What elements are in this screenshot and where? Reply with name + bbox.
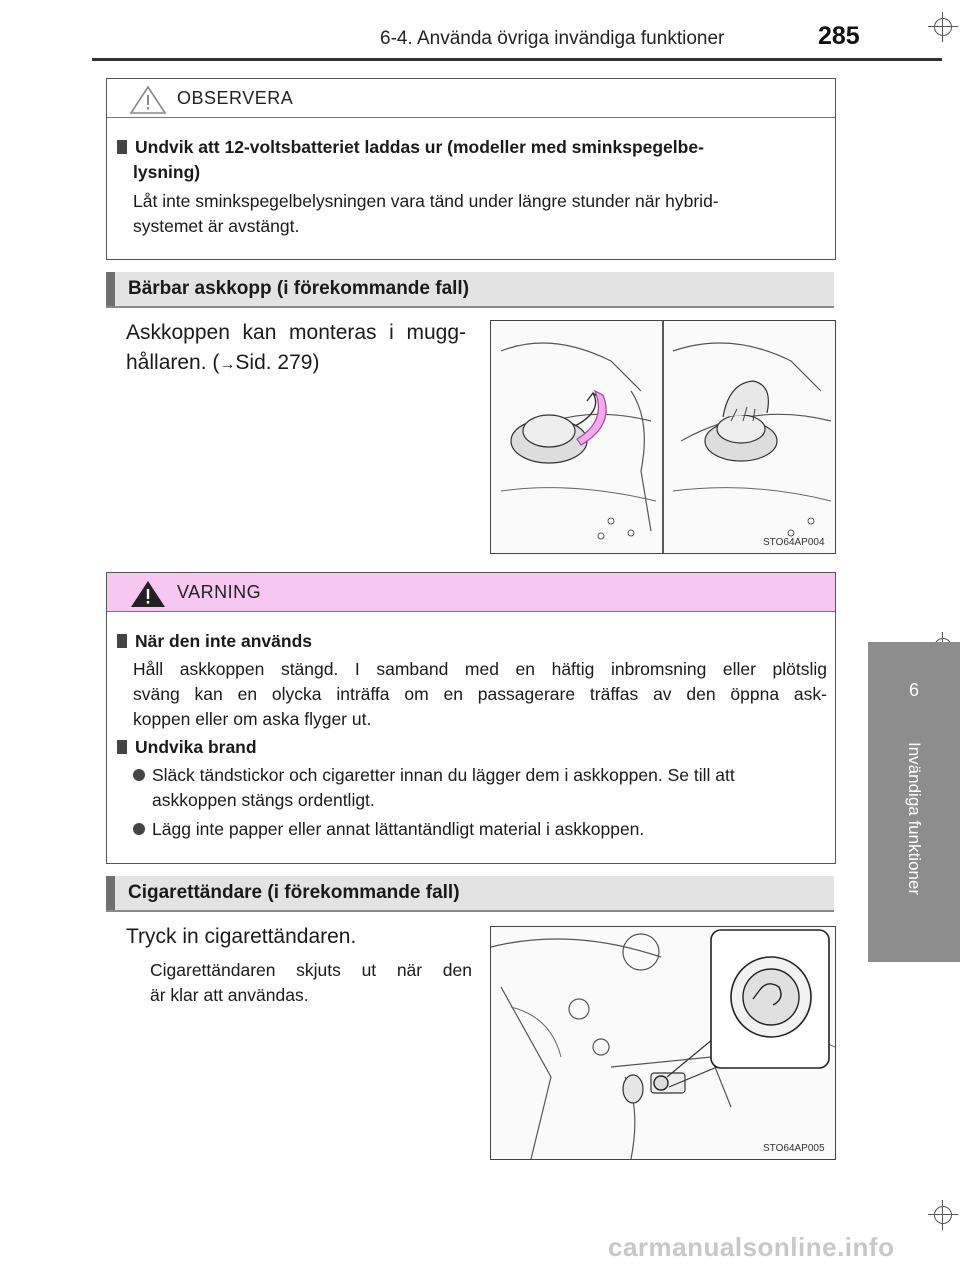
notice-item-title-cont: lysning) xyxy=(133,162,201,182)
warning-item1-line3: koppen eller om aska flyger ut. xyxy=(133,709,372,729)
square-bullet-icon xyxy=(117,140,127,154)
warning-label: VARNING xyxy=(177,582,262,602)
figure-code: STO64AP005 xyxy=(763,1143,825,1154)
section-heading-lighter: Cigarettändare (i förekommande fall) xyxy=(106,876,834,912)
ashtray-text-line2: hållaren. (→Sid. 279) xyxy=(126,351,320,374)
notice-item-text-cont: systemet är avstängt. xyxy=(133,216,300,236)
chapter-number: 6 xyxy=(908,680,919,700)
notice-box xyxy=(106,78,836,260)
notice-label: OBSERVERA xyxy=(177,88,294,108)
page-number: 285 xyxy=(818,22,860,50)
page-ref-arrow-icon: → xyxy=(219,356,236,373)
chapter-title: Invändiga funktioner xyxy=(905,742,924,896)
round-bullet-icon xyxy=(133,823,145,835)
square-bullet-icon xyxy=(117,634,127,648)
registration-mark-icon xyxy=(928,12,958,42)
header-rule xyxy=(92,58,942,61)
registration-mark-icon xyxy=(928,1200,958,1230)
lighter-note-line1: Cigarettändaren skjuts ut när den xyxy=(150,960,472,980)
warning-item1-line1: Håll askkoppen stängd. I samband med en häftig inbromsning eller plötslig xyxy=(133,659,827,679)
warning-box xyxy=(106,572,836,864)
caution-triangle-icon xyxy=(129,85,167,115)
notice-header xyxy=(107,79,835,118)
warning-item1-title: När den inte används xyxy=(117,629,312,654)
section-heading-ashtray: Bärbar askkopp (i förekommande fall) xyxy=(106,272,834,308)
warning-bullet2: Lägg inte papper eller annat lättantändligt material i askkoppen. xyxy=(133,817,644,842)
square-bullet-icon xyxy=(117,740,127,754)
section-title: 6-4. Använda övriga invändiga funktioner xyxy=(380,28,725,49)
lighter-note-line2: är klar att användas. xyxy=(150,985,309,1005)
ashtray-illustration xyxy=(490,320,836,554)
notice-item-title: Undvik att 12-voltsbatteriet laddas ur (modeller med sminkspegelbe- xyxy=(117,135,827,160)
watermark: carmanualsonline.info xyxy=(608,1232,895,1262)
warning-triangle-icon xyxy=(129,579,167,609)
page-reference-link[interactable]: Sid. 279) xyxy=(235,351,320,374)
warning-item1-line2: sväng kan en olycka inträffa om en passagerare träffas av den öppna ask- xyxy=(133,684,827,704)
ashtray-text-line1: Askkoppen kan monteras i mugg- xyxy=(126,321,466,344)
figure-code: STO64AP004 xyxy=(763,537,825,548)
warning-bullet1-line1: Släck tändstickor och cigaretter innan du lägger dem i askkoppen. Se till att xyxy=(133,763,735,788)
lighter-instruction: Tryck in cigarettändaren. xyxy=(126,925,357,948)
round-bullet-icon xyxy=(133,769,145,781)
warning-bullet1-line2: askkoppen stängs ordentligt. xyxy=(152,790,375,810)
warning-header xyxy=(107,573,835,612)
warning-item2-title: Undvika brand xyxy=(117,735,257,760)
lighter-illustration xyxy=(490,926,836,1160)
notice-item-text: Låt inte sminkspegelbelysningen vara tänd under längre stunder när hybrid- xyxy=(133,191,719,211)
